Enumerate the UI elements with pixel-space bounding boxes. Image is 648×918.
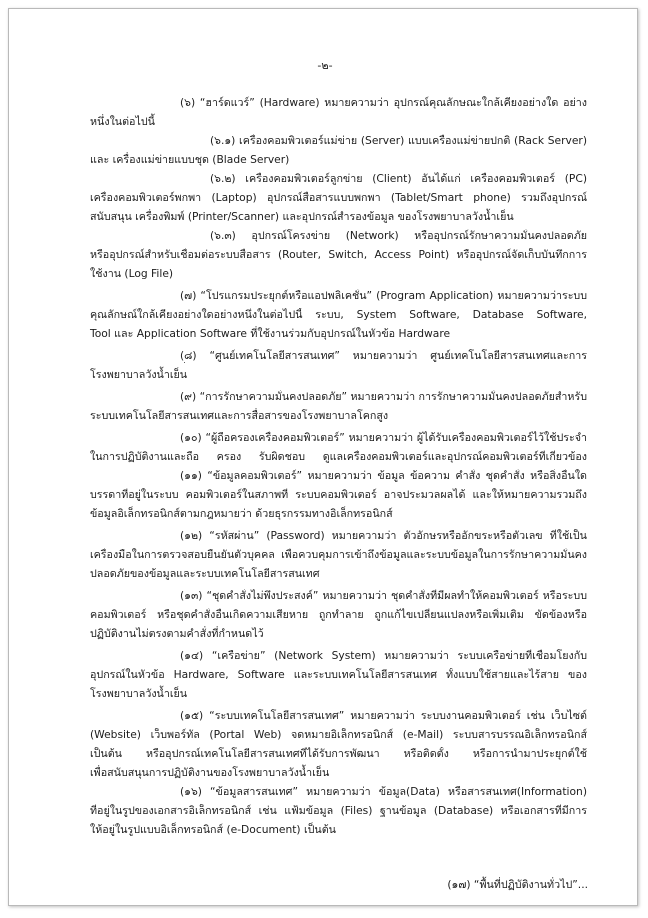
text-line: คุณลักษณ์ใกล้เคียงอย่างใดอย่างหนึ่งในต่อไปนี้ ระบบ, System Software, Database Software, [90, 308, 587, 321]
text-line: Tool และ Application Software ที่ใช้งานร่วมกับอุปกรณ์ในหัวข้อ Hardware [90, 327, 451, 340]
text-line: เพื่อสนับสนุนการปฏิบัติงานของโรงพยาบาลวังน้ำเย็น [90, 766, 330, 779]
text-line: สนับสนุน เครื่องพิมพ์ (Printer/Scanner) และอุปกรณ์สำรองข้อมูล ของโรงพยาบาลวังน้ำเย็น [90, 210, 514, 223]
text-line: (๙) “การรักษาความมั่นคงปลอดภัย” หมายความว่า การรักษาความมั่นคงปลอดภัยสำหรับ [180, 390, 587, 403]
text-line: ที่อยู่ในรูปของเอกสารอิเล็กทรอนิกส์ เช่น แฟ้มข้อมูล (Files) ฐานข้อมูล (Database) หรือเอกสารที่มีการ [90, 804, 587, 817]
continuation-text: (๑๗) “พื้นที่ปฏิบัติงานทั่วไป”... [447, 878, 588, 891]
text-line: ระบบเทคโนโลยีสารสนเทศและการสื่อสารของโรงพยาบาลโคกสูง [90, 409, 389, 422]
text-line: ปฏิบัติงานไม่ตรงตามคำสั่งที่กำหนดไว้ [90, 627, 264, 640]
text-line: (๖) “ฮาร์ดแวร์” (Hardware) หมายความว่า อุปกรณ์คุณลักษณะใกล้เคียงอย่างใด อย่าง [180, 96, 587, 109]
text-line: (๘) “ศูนย์เทคโนโลยีสารสนเทศ” หมายความว่า ศูนย์เทคโนโลยีสารสนเทศและการ [180, 349, 587, 362]
text-line: (๑๐) “ผู้ถือครองเครื่องคอมพิวเตอร์” หมายความว่า ผู้ได้รับเครื่องคอมพิวเตอร์ไว้ใช้ประจำ [180, 431, 587, 444]
text-line: โรงพยาบาลวังน้ำเย็น [90, 368, 188, 381]
text-line: (๗) “โปรแกรมประยุกต์หรือแอปพลิเคชั่น” (Program Application) หมายความว่าระบบ [180, 289, 587, 302]
text-line: (๑๒) “รหัสผ่าน” (Password) หมายความว่า ตัวอักษรหรืออักขระหรือตัวเลข ที่ใช้เป็น [180, 529, 587, 542]
text-line: ปลอดภัยของข้อมูลและระบบเทคโนโลยีสารสนเทศ [90, 567, 320, 580]
text-line: บรรดาที่อยู่ในระบบ คอมพิวเตอร์ในสภาพที่ ระบบคอมพิวเตอร์ อาจประมวลผลได้ และให้หมายความรวมถึง [90, 488, 587, 501]
text-line: (๖.๒) เครื่องคอมพิวเตอร์ลูกข่าย (Client) อันได้แก่ เครื่องคอมพิวเตอร์ (PC) [210, 172, 587, 185]
text-line: เครื่องคอมพิวเตอร์พกพา (Laptop) อุปกรณ์สื่อสารแบบพกพา (Tablet/Smart phone) รวมถึงอุปกรณ์ [90, 191, 587, 204]
text-line: เครื่องมือในการตรวจสอบยืนยันตัวบุคคล เพื่อควบคุมการเข้าถึงข้อมูลและระบบข้อมูลในการรักษาความมั่นคง [90, 548, 587, 561]
text-line: ใช้งาน (Log File) [90, 267, 174, 280]
text-line: เป็นต้น หรืออุปกรณ์เทคโนโลยีสารสนเทศที่ได้รับการพัฒนา หรือติดตั้ง หรือการนำมาประยุกต์ใช้ [90, 747, 587, 760]
text-line: หนึ่งในต่อไปนี้ [90, 115, 155, 128]
text-line: (๑๔) “เครือข่าย” (Network System) หมายความว่า ระบบเครือข่ายที่เชื่อมโยงกับ [180, 649, 587, 662]
page-number: -๒- [317, 59, 333, 72]
text-line: คอมพิวเตอร์ หรือชุดคำสั่งอื่นเกิดความเสียหาย ถูกทำลาย ถูกแก้ไขเปลี่ยนแปลงหรือเพิ่มเติม ขัดข้องหรือ [90, 608, 587, 621]
text-line: อุปกรณ์ในหัวข้อ Hardware, Software และระบบเทคโนโลยีสารสนเทศ ทั้งแบบใช้สายและไร้สาย ของ [90, 668, 587, 681]
text-line: (๖.๓) อุปกรณ์โครงข่าย (Network) หรืออุปกรณ์รักษาความมั่นคงปลอดภัย [210, 229, 587, 242]
text-line: และ เครื่องแม่ข่ายแบบชุด (Blade Server) [90, 153, 290, 166]
text-line: (๑๓) “ชุดคำสั่งไม่พึงประสงค์” หมายความว่า ชุดคำสั่งที่มีผลทำให้คอมพิวเตอร์ หรือระบบ [180, 589, 587, 602]
text-line: (๑๑) “ข้อมูลคอมพิวเตอร์” หมายความว่า ข้อมูล ข้อความ คำสั่ง ชุดคำสั่ง หรือสิ่งอื่นใด [180, 469, 587, 482]
text-line: (๑๖) “ข้อมูลสารสนเทศ” หมายความว่า ข้อมูล(Data) หรือสารสนเทศ(Information) [180, 785, 587, 798]
text-line: ในการปฏิบัติงานและถือ ครอง รับผิดชอบ ดูแลเครื่องคอมพิวเตอร์และอุปกรณ์คอมพิวเตอร์ที่เกี่ยวข้อง [90, 450, 587, 463]
text-line: (Website) เว็บพอร์ทัล (Portal Web) จดหมายอิเล็กทรอนิกส์ (e-Mail) ระบบสารบรรณอิเล็กทรอนิกส์ [90, 728, 587, 741]
text-line: หรืออุปกรณ์สำหรับเชื่อมต่อระบบสื่อสาร (Router, Switch, Access Point) หรืออุปกรณ์จัดเก็บบันทึกการ [90, 248, 587, 261]
text-line: โรงพยาบาลวังน้ำเย็น [90, 687, 188, 700]
text-line: ข้อมูลอิเล็กทรอนิกส์ตามกฎหมายว่า ด้วยธุรกรรมทางอิเล็กทรอนิกส์ [90, 507, 393, 520]
text-line: (๑๕) “ระบบเทคโนโลยีสารสนเทศ” หมายความว่า ระบบงานคอมพิวเตอร์ เช่น เว็บไซต์ [180, 709, 587, 722]
text-line: (๖.๑) เครื่องคอมพิวเตอร์แม่ข่าย (Server) แบบเครื่องแม่ข่ายปกติ (Rack Server) [210, 134, 587, 147]
text-line: ให้อยู่ในรูปแบบอิเล็กทรอนิกส์ (e-Document) เป็นต้น [90, 823, 336, 836]
